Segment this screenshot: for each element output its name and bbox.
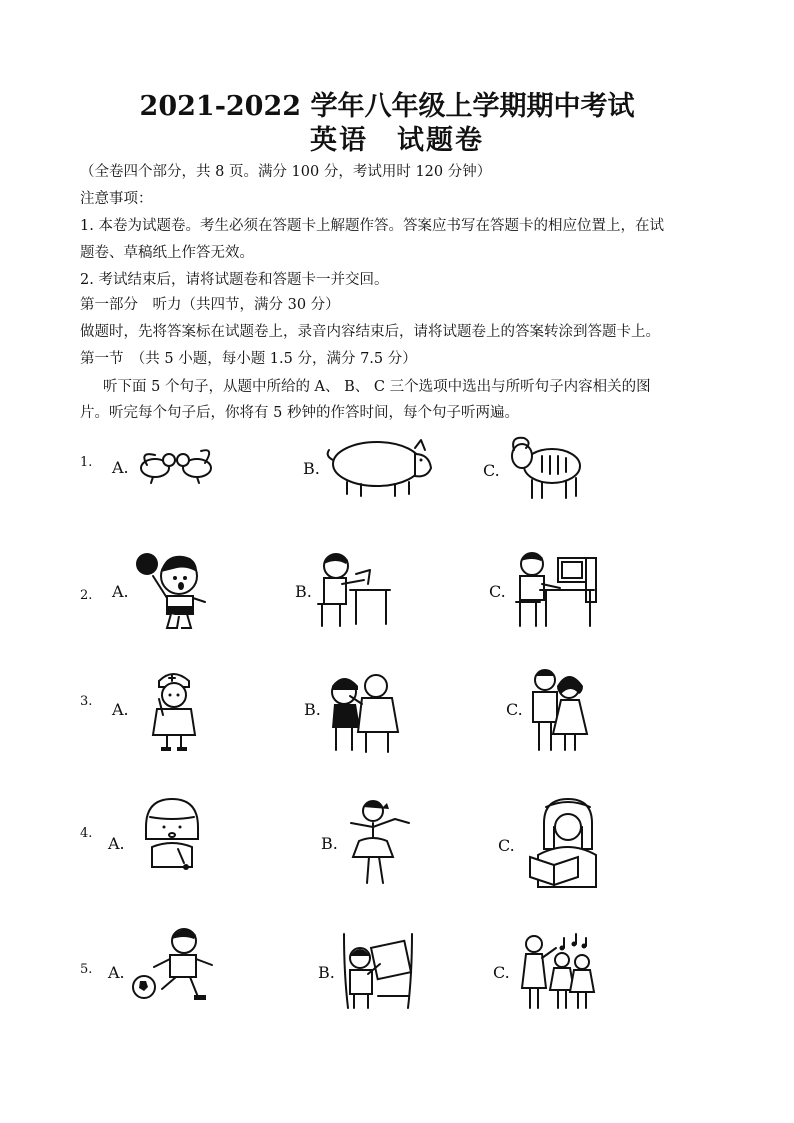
q4-option-b[interactable]: B.	[321, 834, 338, 853]
q3-option-c[interactable]: C.	[506, 700, 523, 719]
boy-computer-picture	[512, 546, 597, 631]
exam-subtitle: 英语 试题卷	[310, 125, 484, 156]
boy-football-picture	[130, 925, 225, 1005]
q4-option-a[interactable]: A.	[108, 834, 125, 853]
q5-option-c[interactable]: C.	[493, 963, 510, 982]
q5-option-b[interactable]: B.	[318, 963, 335, 982]
girl-singing-picture	[140, 797, 205, 877]
part1-heading: 第一部分 听力（共四节，满分 30 分）	[80, 297, 340, 313]
boy-volleyball-picture	[133, 548, 223, 633]
question-3-number: 3.	[80, 694, 93, 709]
q2-option-c[interactable]: C.	[489, 582, 506, 601]
two-birds-picture	[135, 443, 220, 488]
q3-option-b[interactable]: B.	[304, 700, 321, 719]
exam-info: （全卷四个部分，共 8 页。满分 100 分，考试用时 120 分钟）	[80, 164, 492, 180]
q1-option-b[interactable]: B.	[303, 459, 320, 478]
pig-picture	[325, 432, 440, 497]
people-singing-picture	[518, 932, 598, 1012]
notice-2: 2. 考试结束后，请将试题卷和答题卡一并交回。	[80, 272, 389, 288]
section1-heading: 第一节 （共 5 小题，每小题 1.5 分，满分 7.5 分）	[80, 351, 417, 367]
q2-option-a[interactable]: A.	[112, 582, 129, 601]
part1-instruction: 做题时，先将答案标在试题卷上，录音内容结束后，请将试题卷上的答案转涂到答题卡上。	[80, 324, 660, 340]
section1-instruction-b: 片。听完每个句子后，你将有 5 秒钟的作答时间，每个句子听两遍。	[80, 405, 519, 421]
boy-reading-desk-picture	[312, 548, 392, 628]
q1-option-a[interactable]: A.	[112, 458, 129, 477]
section1-instruction-a: 听下面 5 个句子，从题中所给的 A、 B、 C 三个选项中选出与所听句子内容相关的图	[103, 379, 651, 395]
q4-option-c[interactable]: C.	[498, 836, 515, 855]
doctor-patient-picture	[322, 668, 402, 754]
girl-dancing-picture	[345, 797, 415, 887]
notice-heading: 注意事项：	[80, 191, 153, 207]
exam-title: 2021-2022 学年八年级上学期期中考试	[139, 91, 635, 122]
girl-reading-book-picture	[528, 795, 603, 890]
sheep-picture	[508, 432, 588, 502]
notice-1a: 1. 本卷为试题卷。考生必须在答题卡上解题作答。答案应书写在答题卡的相应位置上，在试	[80, 218, 664, 234]
q5-option-a[interactable]: A.	[108, 963, 125, 982]
couple-picture	[527, 664, 589, 754]
q2-option-b[interactable]: B.	[295, 582, 312, 601]
question-5-number: 5.	[80, 962, 93, 977]
girl-painting-picture	[338, 930, 418, 1010]
question-1-number: 1.	[80, 455, 93, 470]
q3-option-a[interactable]: A.	[112, 700, 129, 719]
question-2-number: 2.	[80, 588, 93, 603]
notice-1b: 题卷、草稿纸上作答无效。	[80, 245, 254, 261]
question-4-number: 4.	[80, 826, 93, 841]
q1-option-c[interactable]: C.	[483, 461, 500, 480]
nurse-picture	[143, 667, 205, 753]
